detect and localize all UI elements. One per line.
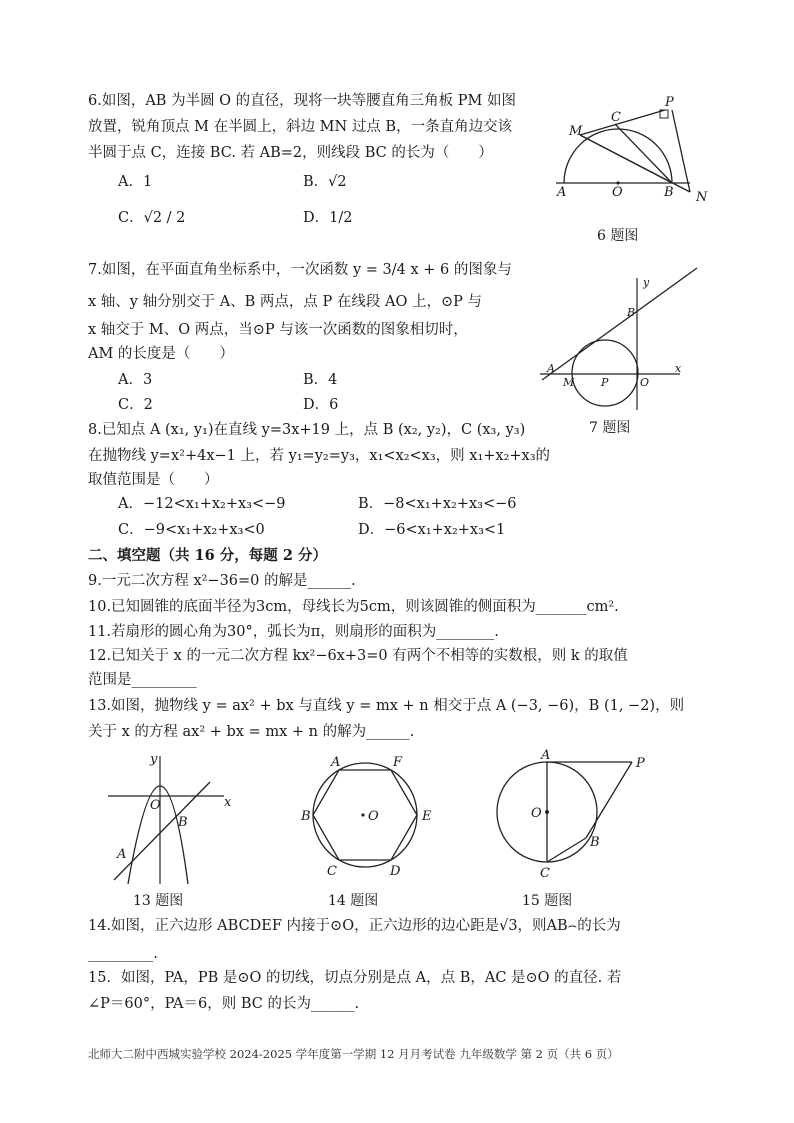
- q15-label-a: A: [541, 748, 551, 763]
- q8-option-d: D．−6<x₁+x₂+x₃<1: [358, 522, 506, 538]
- q7-figure-caption: 7 题图: [589, 420, 631, 436]
- q7-line-3: x 轴交于 M、O 两点，当⊙P 与该一次函数的图象相切时，: [88, 322, 468, 338]
- q7-label-m: M: [563, 376, 575, 389]
- q6-option-b: B．√2: [303, 174, 347, 190]
- q15-center-dot: [545, 810, 549, 814]
- q14-label-f: F: [393, 755, 403, 770]
- q8-line-2: 在抛物线 y=x²+4x−1 上，若 y₁=y₂=y₃，x₁<x₂<x₃，则 x₁+x₂+x₃的: [88, 448, 551, 464]
- q6-label-o: O: [612, 185, 623, 200]
- q7-line-1: 7.如图，在平面直角坐标系中，一次函数 y = 3/4 x + 6 的图象与: [88, 262, 512, 278]
- q6-label-a: A: [557, 185, 567, 200]
- q6-line-1: 6.如图，AB 为半圆 O 的直径，现将一块等腰直角三角板 PM 如图: [88, 93, 516, 109]
- q8-line-1: 8.已知点 A (x₁, y₁)在直线 y=3x+19 上，点 B (x₂, y₂)，C (x₃, y₃): [88, 422, 526, 438]
- q14-label-b: B: [301, 809, 311, 824]
- q7-label-x: x: [675, 362, 682, 375]
- q14-label-o: O: [368, 809, 379, 824]
- q7-line-4: AM 的长度是（ ）: [88, 346, 234, 362]
- q14-line-2: _________.: [88, 946, 158, 962]
- q13-label-b: B: [178, 815, 188, 830]
- q6-figure-caption: 6 题图: [597, 228, 639, 244]
- q6-label-m: M: [569, 124, 583, 139]
- q7-label-a: A: [547, 362, 555, 375]
- q6-label-c: C: [611, 110, 621, 125]
- q7-line-2: x 轴、y 轴分别交于 A、B 两点，点 P 在线段 AO 上，⊙P 与: [88, 294, 482, 310]
- q7-option-b: B．4: [303, 372, 338, 388]
- q15-label-o: O: [531, 806, 542, 821]
- q15-line-1: 15．如图，PA，PB 是⊙O 的切线，切点分别是点 A，点 B，AC 是⊙O 的直径. 若: [88, 970, 622, 986]
- q15-label-p: P: [636, 756, 645, 771]
- q7-label-y: y: [643, 276, 650, 289]
- q9-text: 9.一元二次方程 x²−36=0 的解是______.: [88, 573, 356, 589]
- q15-label-c: C: [540, 866, 550, 881]
- q8-line-3: 取值范围是（ ）: [88, 472, 219, 488]
- q11-text: 11.若扇形的圆心角为30°，弧长为π，则扇形的面积为________.: [88, 624, 499, 640]
- q15-line-2: ∠P＝60°，PA＝6，则 BC 的长为______.: [88, 996, 360, 1012]
- q14-figure-caption: 14 题图: [328, 893, 379, 909]
- q7-label-b: B: [627, 306, 636, 319]
- q13-label-y: y: [150, 752, 158, 767]
- q14-label-d: D: [390, 864, 401, 879]
- q7-label-o: O: [640, 376, 650, 389]
- q13-line-1: 13.如图，抛物线 y = ax² + bx 与直线 y = mx + n 相交于点 A (−3, −6)，B (1, −2)，则: [88, 698, 685, 714]
- q13-line-2: 关于 x 的方程 ax² + bx = mx + n 的解为______.: [88, 724, 415, 740]
- q12-line-2: 范围是_________: [88, 672, 197, 688]
- q7-option-a: A．3: [118, 372, 153, 388]
- q14-label-a: A: [331, 755, 341, 770]
- q15-label-b: B: [590, 835, 600, 850]
- q13-label-o: O: [150, 798, 161, 813]
- section-2-title: 二、填空题（共 16 分，每题 2 分）: [88, 547, 327, 564]
- q14-label-c: C: [327, 864, 337, 879]
- q6-label-n: N: [696, 190, 708, 205]
- q7-label-p: P: [601, 376, 609, 389]
- q6-label-p: P: [665, 95, 674, 110]
- q6-line-2: 放置，锐角顶点 M 在半圆上，斜边 MN 过点 B，一条直角边交该: [88, 119, 513, 135]
- q10-text: 10.已知圆锥的底面半径为3cm，母线长为5cm，则该圆锥的侧面积为_______cm².: [88, 599, 619, 615]
- q15-tangent-pb: [586, 762, 632, 838]
- q8-option-c: C．−9<x₁+x₂+x₃<0: [118, 522, 265, 538]
- q14-line-1: 14.如图，正六边形 ABCDEF 内接于⊙O，正六边形的边心距是√3，则AB⌢的长为: [88, 918, 621, 934]
- q15-figure-caption: 15 题图: [522, 893, 573, 909]
- q6-option-a: A．1: [118, 174, 153, 190]
- q7-option-c: C．2: [118, 397, 153, 413]
- q7-option-d: D．6: [303, 397, 339, 413]
- q13-label-x: x: [224, 795, 232, 810]
- q13-figure-caption: 13 题图: [133, 893, 184, 909]
- q13-label-a: A: [117, 847, 127, 862]
- q6-option-d: D．1/2: [303, 210, 353, 226]
- q14-label-e: E: [422, 809, 432, 824]
- q6-label-b: B: [664, 185, 674, 200]
- q6-line-3: 半圆于点 C，连接 BC. 若 AB=2，则线段 BC 的长为（ ）: [88, 145, 493, 161]
- q12-line-1: 12.已知关于 x 的一元二次方程 kx²−6x+3=0 有两个不相等的实数根，则 k 的取值: [88, 648, 628, 664]
- page-footer: 北师大二附中西城实验学校 2024-2025 学年度第一学期 12 月月考试卷 九年级数学 第 2 页（共 6 页）: [88, 1047, 619, 1061]
- q8-option-a: A．−12<x₁+x₂+x₃<−9: [118, 496, 286, 512]
- q8-option-b: B．−8<x₁+x₂+x₃<−6: [358, 496, 517, 512]
- q6-option-c: C．√2 / 2: [118, 210, 186, 226]
